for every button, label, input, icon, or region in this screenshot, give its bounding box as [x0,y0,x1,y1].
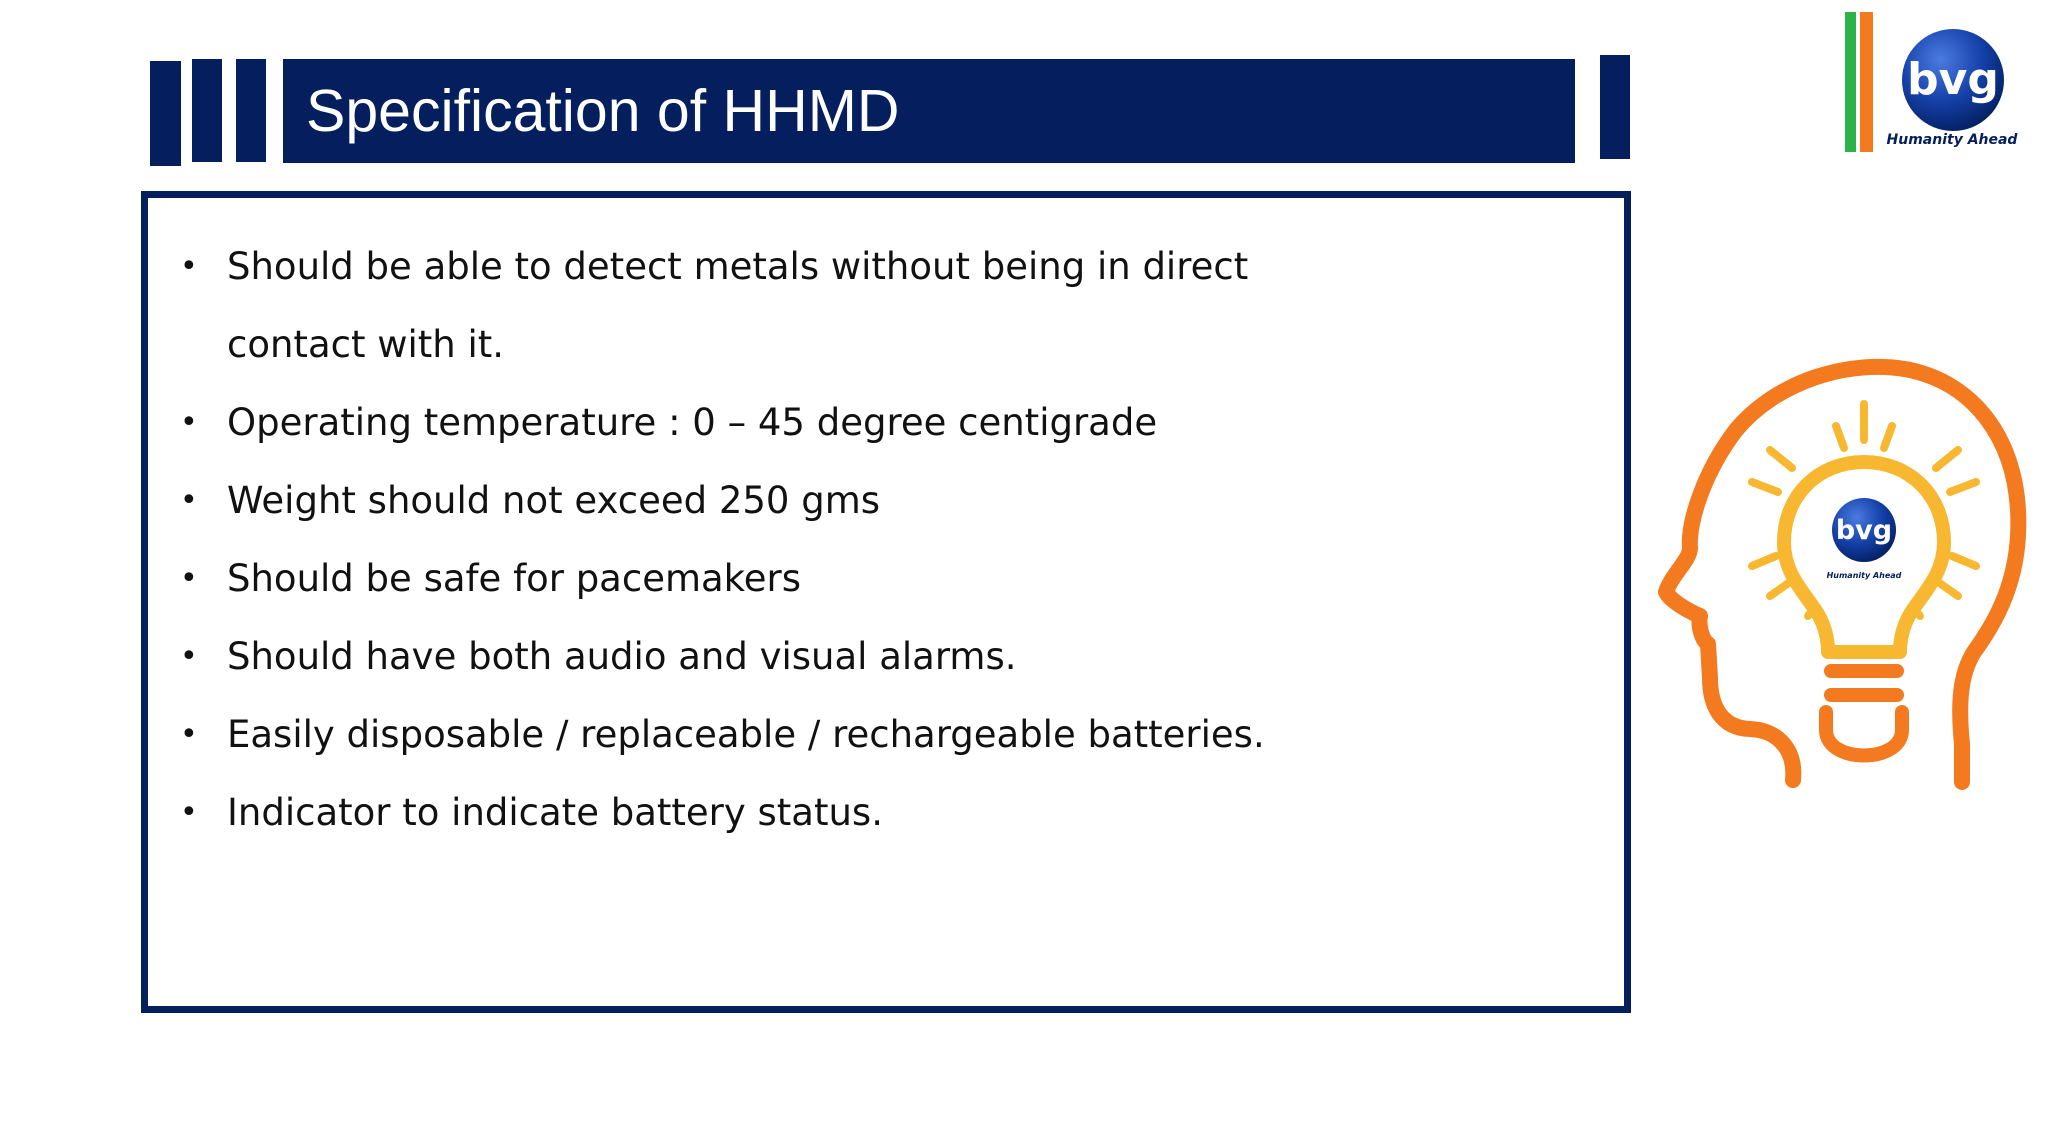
bullet-icon: • [180,639,198,674]
header-decor-bar-right [1600,55,1630,159]
bullet-icon: • [180,717,198,752]
bvg-logo [1840,8,2048,158]
header-decor-bar-2 [192,59,222,162]
bulb-base-cap [1826,712,1902,756]
bullet-icon: • [180,483,198,518]
bullet-icon: • [180,405,198,440]
bulb-tagline: Humanity Ahead [1826,571,1902,580]
bullet-icon: • [180,249,198,284]
flag-stripe-green [1845,12,1856,152]
list-item: • Weight should not exceed 250 gms [176,462,1287,540]
bullet-icon: • [180,795,198,830]
bullet-icon: • [180,561,198,596]
list-item: • Should be able to detect metals without being in direct contact with it. [176,228,1287,384]
list-item: • Should be safe for pacemakers [176,540,1287,618]
head-bulb-illustration [1658,352,2028,792]
logo-tagline: Humanity Ahead [1886,132,2018,148]
list-item: • Operating temperature : 0 – 45 degree centigrade [176,384,1287,462]
header-decor-bar-3 [236,59,266,162]
spec-list [176,228,1287,852]
list-item: • Indicator to indicate battery status. [176,774,1287,852]
slide-title: Specification of HHMD [306,78,900,144]
bulb-base-ring-1 [1824,664,1904,678]
flag-stripe-orange [1860,12,1873,152]
list-item: • Easily disposable / replaceable / rechargeable batteries. [176,696,1287,774]
head-bulb-icon [1658,352,2028,792]
list-item: • Should have both audio and visual alarms. [176,618,1287,696]
bulb-brand: bvg [1835,515,1893,546]
header-decor-bar-1 [150,61,181,166]
bvg-logo-icon [1840,8,2048,158]
bulb-base-ring-2 [1824,688,1904,702]
logo-brand: bvg [1907,54,1999,105]
